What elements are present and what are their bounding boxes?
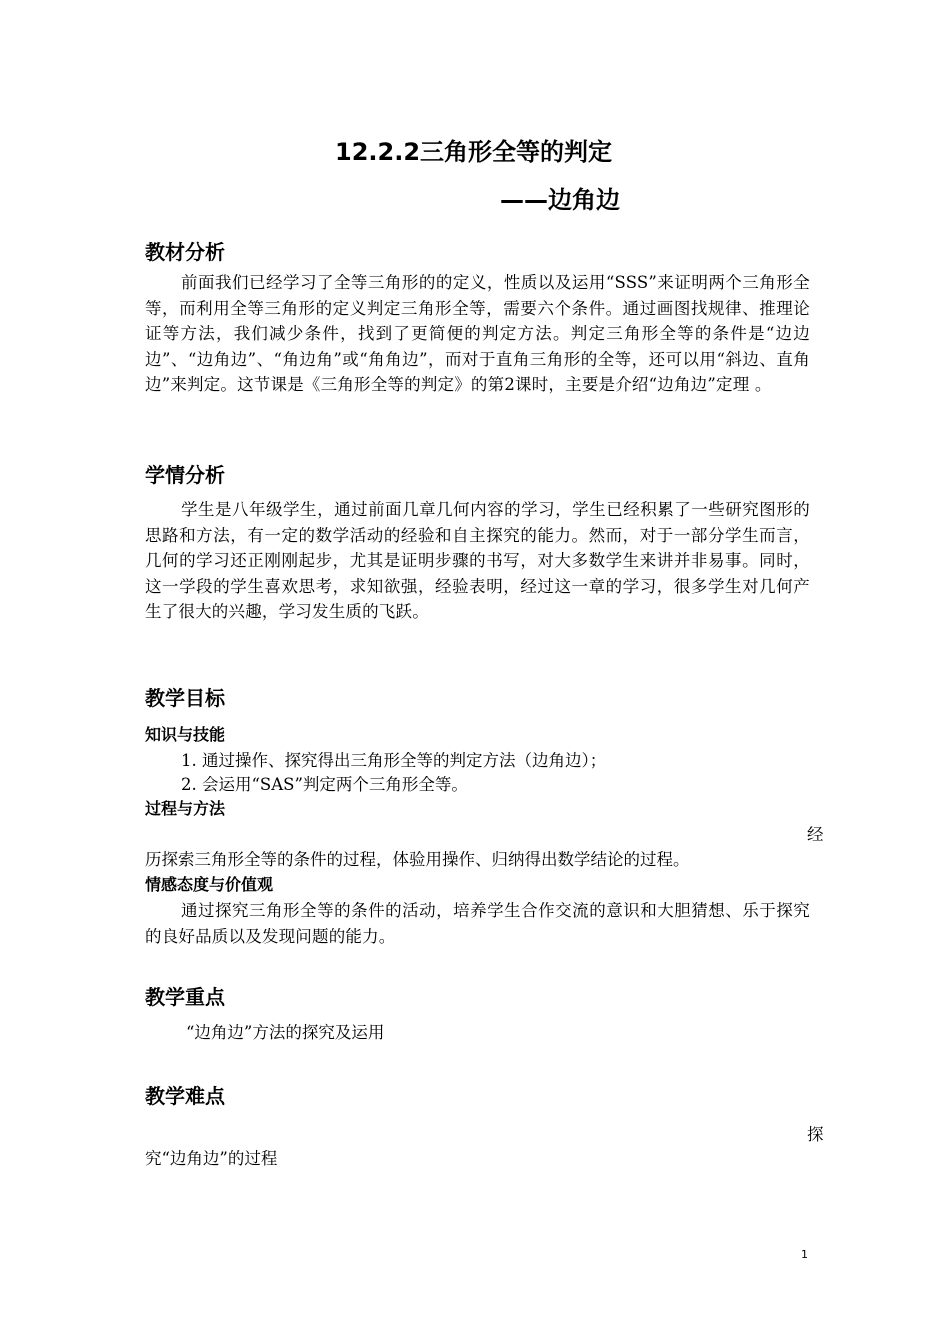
list-item: 2. 会运用“SAS”判定两个三角形全等。 (181, 775, 468, 794)
heading-material-analysis: 教材分析 (145, 240, 225, 264)
paragraph-student-analysis: 学生是八年级学生，通过前面几章几何内容的学习，学生已经积累了一些研究图形的思路和方法，有一定的数学活动的经验和自主探究的能力。然而，对于一部分学生而言，几何的学习还正刚刚起步，尤其是证明步骤的书写，对大多数学生来讲并非易事。同时，这一学段的学生喜欢思考，求知欲强，经验表明，经过这一章的学习，很多学生对几何产生了很大的兴趣，学习发生质的飞跃。 (145, 500, 810, 622)
paragraph-material-analysis: 前面我们已经学习了全等三角形的的定义，性质以及运用“SSS”来证明两个三角形全等，而利用全等三角形的定义判定三角形全等，需要六个条件。通过画图找规律、推理论证等方法，我们减少条件，找到了更简便的判定方法。判定三角形全等的条件是“边边边”、“边角边”、“角边角”或“角角边”，而对于直角三角形的全等，还可以用“斜边、直角边”来判定。这节课是《三角形全等的判定》的第2课时，主要是介绍“边角边”定理 。 (145, 273, 810, 395)
heading-key-point: 教学重点 (145, 985, 225, 1009)
subheading-emotion-values: 情感态度与价值观 (145, 875, 274, 894)
difficulty-text-line-1: 探 (807, 1125, 824, 1144)
heading-student-analysis: 学情分析 (145, 463, 225, 487)
list-item: 1. 通过操作、探究得出三角形全等的判定方法（边角边）； (181, 751, 607, 770)
page-number: 1 (801, 1248, 808, 1261)
page-title: 12.2.2三角形全等的判定 (335, 138, 613, 166)
page-subtitle: ——边角边 (500, 186, 620, 214)
heading-teaching-goals: 教学目标 (145, 686, 225, 710)
subheading-knowledge-skills: 知识与技能 (145, 725, 226, 744)
process-text-line-2: 历探索三角形全等的条件的过程，体验用操作、归纳得出数学结论的过程。 (145, 850, 690, 869)
key-point-text: “边角边”方法的探究及运用 (186, 1023, 385, 1042)
paragraph-emotion-values: 通过探究三角形全等的条件的活动，培养学生合作交流的意识和大胆猜想、乐于探究的良好品质以及发现问题的能力。 (145, 901, 810, 946)
heading-difficulty: 教学难点 (145, 1084, 225, 1108)
subheading-process-methods: 过程与方法 (145, 799, 226, 818)
difficulty-text-line-2: 究“边角边”的过程 (145, 1149, 278, 1168)
process-text-line-1: 经 (807, 825, 824, 844)
